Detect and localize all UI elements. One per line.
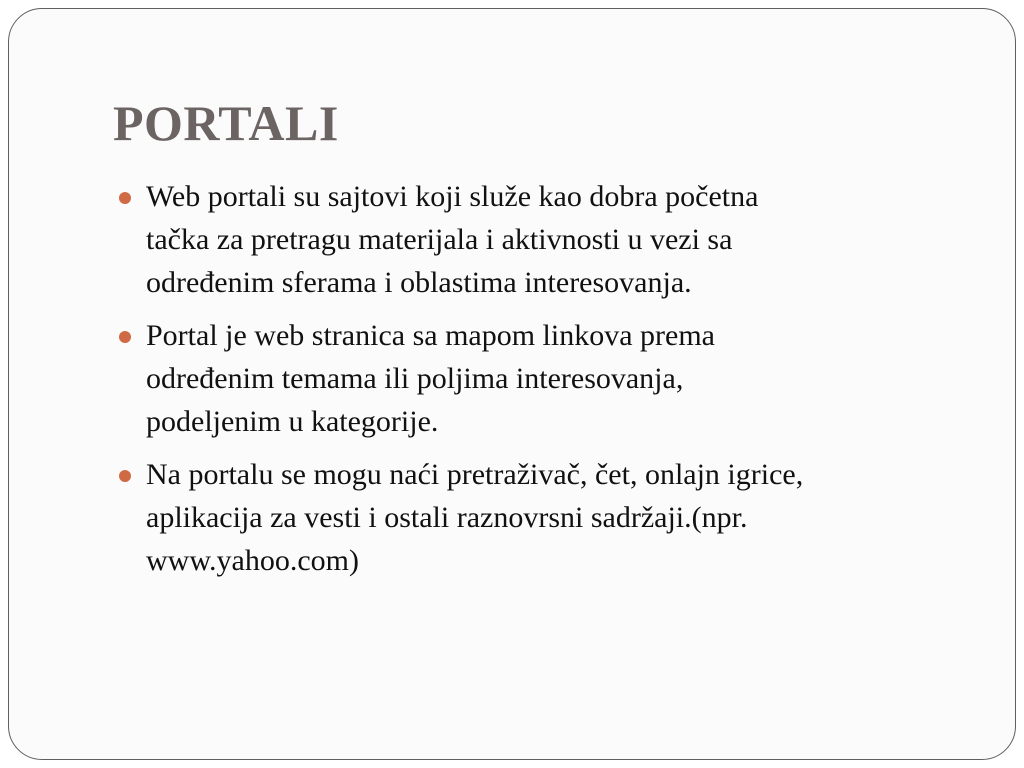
bullet-text-line: Portal je web stranica sa mapom linkova prema (146, 319, 715, 352)
bullet-text-line: Web portali su sajtovi koji služe kao dobra početna (146, 180, 759, 213)
bullet-dot-icon (119, 192, 131, 204)
bullet-dot-icon (119, 470, 131, 482)
slide-frame (8, 8, 1016, 760)
bullet-list (117, 175, 977, 592)
slide-title: PORTALI (113, 95, 339, 151)
bullet-item (117, 314, 977, 443)
bullet-dot-icon (119, 331, 131, 343)
bullet-text-line: podeljenim u kategorije. (146, 405, 439, 438)
bullet-text-line: aplikacija za vesti i ostali raznovrsni sadržaji.(npr. (146, 501, 748, 534)
bullet-item (117, 453, 977, 582)
bullet-item (117, 175, 977, 304)
bullet-text-line: tačka za pretragu materijala i aktivnosti u vezi sa (146, 223, 733, 256)
bullet-text-line: Na portalu se mogu naći pretraživač, čet, onlajn igrice, (146, 458, 804, 491)
bullet-text-line: određenim temama ili poljima interesovanja, (146, 362, 684, 395)
bullet-text-line: www.yahoo.com) (146, 544, 360, 577)
bullet-text-line: određenim sferama i oblastima interesovanja. (146, 266, 692, 299)
